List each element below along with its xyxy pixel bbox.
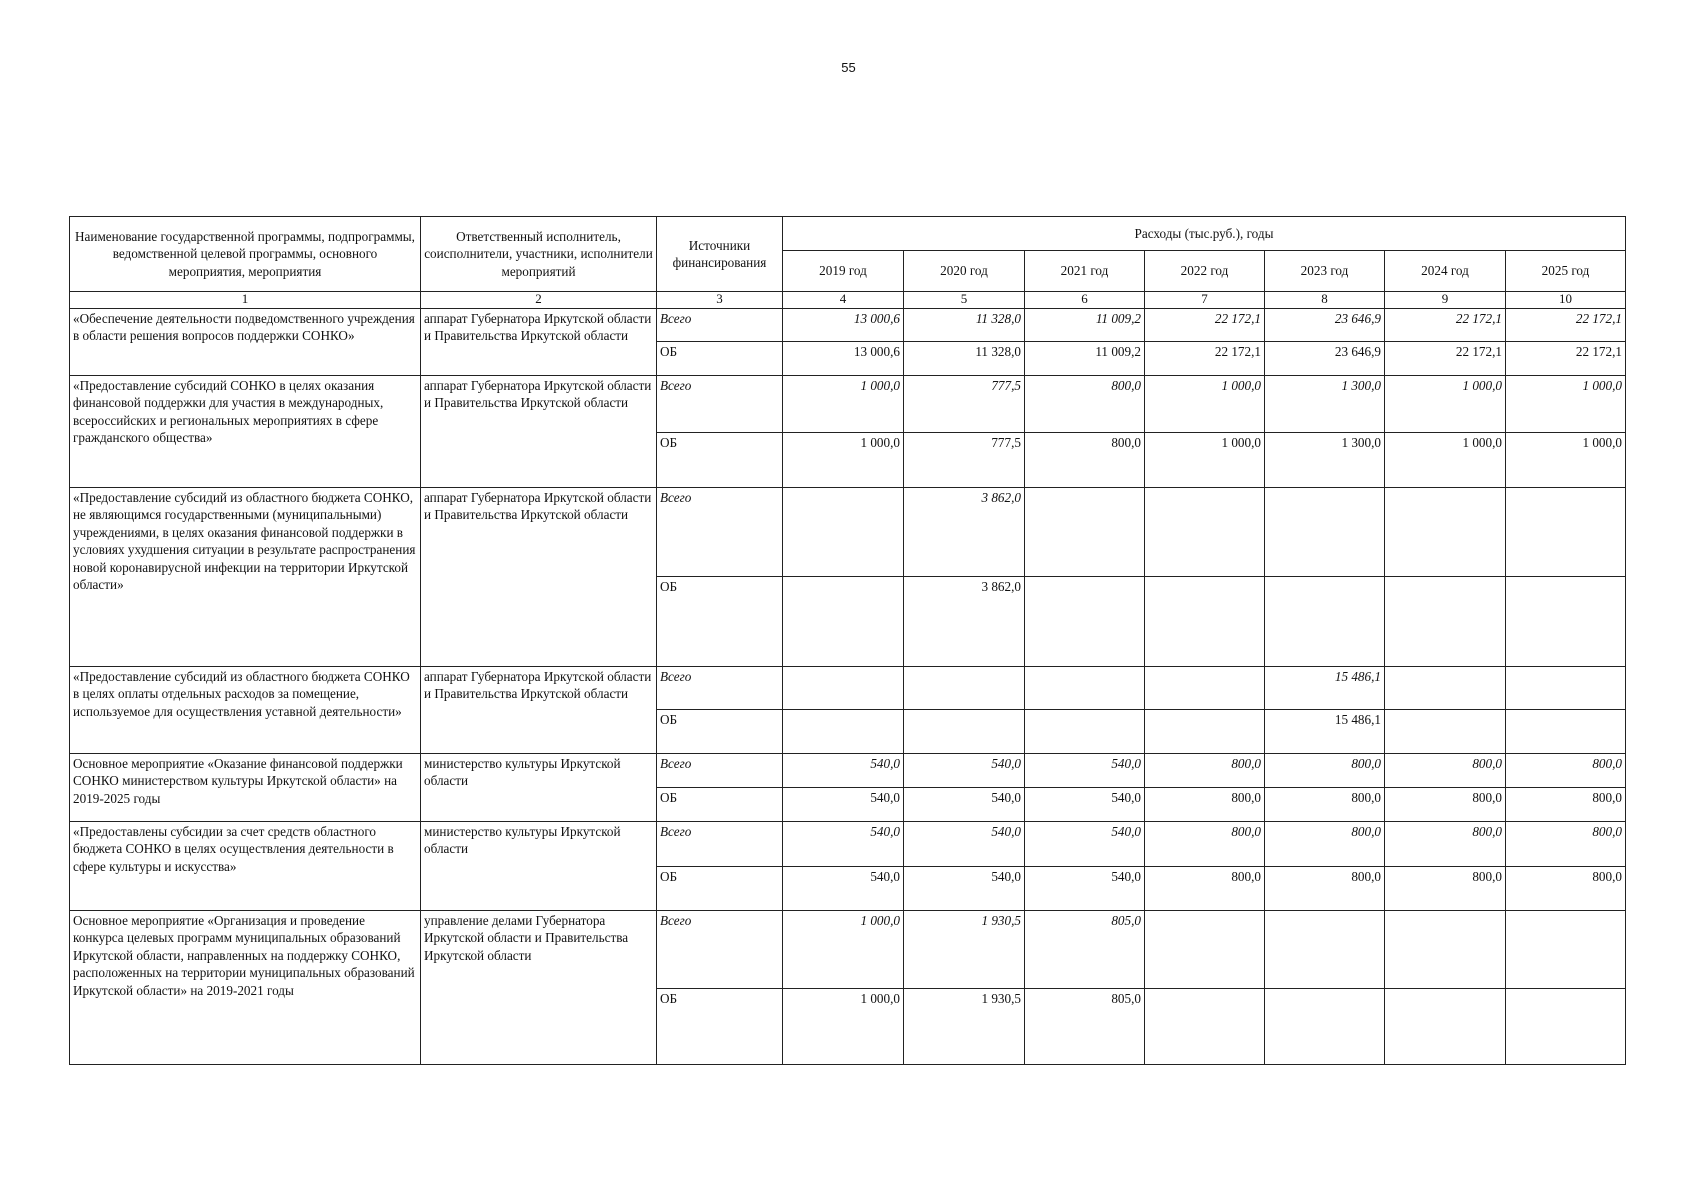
total-value-cell: 800,0	[1145, 822, 1265, 867]
table-row	[70, 488, 1626, 577]
table-row	[70, 309, 1626, 342]
activity-name: «Предоставление субсидий из областного бюджета СОНКО, не являющимся государственными (муниципальными) учреждениями, в целях оказания финансовой поддержки в условиях ухудшения ситуации в результате распространения новой коронавирусной инфекции на территории Иркутской области»	[70, 488, 421, 667]
source-value-cell	[1506, 710, 1626, 754]
total-value-cell: 1 000,0	[783, 376, 904, 433]
total-value-cell: 805,0	[1025, 911, 1145, 989]
source-value-cell: 540,0	[1025, 788, 1145, 822]
column-number: 7	[1145, 292, 1265, 309]
source-value-cell: 800,0	[1145, 788, 1265, 822]
source-total-label: Всего	[657, 667, 783, 710]
column-number: 8	[1265, 292, 1385, 309]
source-value-cell: 1 000,0	[1145, 433, 1265, 488]
source-value-cell: 1 930,5	[904, 989, 1025, 1065]
source-value-cell	[1506, 989, 1626, 1065]
source-budget-label: ОБ	[657, 577, 783, 667]
total-value-cell: 800,0	[1506, 754, 1626, 788]
activity-name: «Обеспечение деятельности подведомственного учреждения в области решения вопросов поддержки СОНКО»	[70, 309, 421, 376]
column-number-row	[70, 292, 1626, 309]
source-total-label: Всего	[657, 822, 783, 867]
column-number: 3	[657, 292, 783, 309]
total-value-cell: 22 172,1	[1506, 309, 1626, 342]
header-year: 2020 год	[904, 251, 1025, 292]
header-year: 2023 год	[1265, 251, 1385, 292]
source-value-cell	[783, 577, 904, 667]
source-value-cell: 800,0	[1145, 867, 1265, 911]
header-year: 2022 год	[1145, 251, 1265, 292]
source-value-cell: 23 646,9	[1265, 342, 1385, 376]
total-value-cell	[1506, 667, 1626, 710]
column-number: 1	[70, 292, 421, 309]
source-value-cell: 540,0	[783, 867, 904, 911]
header-year: 2019 год	[783, 251, 904, 292]
table-row	[70, 376, 1626, 433]
total-value-cell: 540,0	[783, 754, 904, 788]
total-value-cell: 540,0	[1025, 754, 1145, 788]
total-value-cell	[1265, 911, 1385, 989]
source-value-cell	[1025, 577, 1145, 667]
source-value-cell	[1385, 710, 1506, 754]
source-value-cell	[1265, 577, 1385, 667]
activity-name: «Предоставление субсидий из областного бюджета СОНКО в целях оплаты отдельных расходов за помещение, используемое для осуществления уставной деятельности»	[70, 667, 421, 754]
total-value-cell	[1385, 488, 1506, 577]
source-total-label: Всего	[657, 754, 783, 788]
total-value-cell	[1506, 911, 1626, 989]
source-value-cell: 800,0	[1025, 433, 1145, 488]
table-row	[70, 667, 1626, 710]
activity-name: Основное мероприятие «Оказание финансовой поддержки СОНКО министерством культуры Иркутской области» на 2019-2025 годы	[70, 754, 421, 822]
total-value-cell: 800,0	[1385, 822, 1506, 867]
total-value-cell: 1 000,0	[1506, 376, 1626, 433]
executor-name: министерство культуры Иркутской области	[421, 754, 657, 822]
source-value-cell	[1145, 577, 1265, 667]
source-value-cell: 800,0	[1385, 867, 1506, 911]
total-value-cell: 1 300,0	[1265, 376, 1385, 433]
source-budget-label: ОБ	[657, 788, 783, 822]
source-value-cell: 1 000,0	[783, 433, 904, 488]
source-value-cell: 777,5	[904, 433, 1025, 488]
source-value-cell: 1 300,0	[1265, 433, 1385, 488]
source-value-cell	[1385, 989, 1506, 1065]
total-value-cell	[783, 667, 904, 710]
header-name: Наименование государственной программы, подпрограммы, ведомственной целевой программы, основного мероприятия, мероприятия	[70, 217, 421, 292]
total-value-cell	[783, 488, 904, 577]
total-value-cell: 22 172,1	[1385, 309, 1506, 342]
source-value-cell: 540,0	[1025, 867, 1145, 911]
total-value-cell: 15 486,1	[1265, 667, 1385, 710]
total-value-cell: 22 172,1	[1145, 309, 1265, 342]
column-number: 9	[1385, 292, 1506, 309]
total-value-cell: 800,0	[1265, 822, 1385, 867]
source-value-cell	[1025, 710, 1145, 754]
total-value-cell	[1385, 911, 1506, 989]
total-value-cell	[1265, 488, 1385, 577]
table-row	[70, 911, 1626, 989]
total-value-cell: 1 000,0	[1385, 376, 1506, 433]
column-number: 6	[1025, 292, 1145, 309]
total-value-cell: 11 009,2	[1025, 309, 1145, 342]
source-budget-label: ОБ	[657, 433, 783, 488]
source-value-cell: 11 009,2	[1025, 342, 1145, 376]
header-year: 2021 год	[1025, 251, 1145, 292]
source-value-cell: 800,0	[1265, 788, 1385, 822]
header-year: 2025 год	[1506, 251, 1626, 292]
total-value-cell: 777,5	[904, 376, 1025, 433]
source-value-cell	[1145, 989, 1265, 1065]
source-value-cell: 540,0	[904, 788, 1025, 822]
source-value-cell: 15 486,1	[1265, 710, 1385, 754]
source-value-cell: 1 000,0	[1385, 433, 1506, 488]
source-value-cell: 1 000,0	[783, 989, 904, 1065]
executor-name: аппарат Губернатора Иркутской области и Правительства Иркутской области	[421, 309, 657, 376]
column-number: 5	[904, 292, 1025, 309]
total-value-cell: 3 862,0	[904, 488, 1025, 577]
source-value-cell	[783, 710, 904, 754]
source-value-cell: 800,0	[1385, 788, 1506, 822]
total-value-cell: 800,0	[1025, 376, 1145, 433]
table-row	[70, 822, 1626, 867]
total-value-cell: 1 930,5	[904, 911, 1025, 989]
source-budget-label: ОБ	[657, 342, 783, 376]
source-budget-label: ОБ	[657, 710, 783, 754]
total-value-cell	[904, 667, 1025, 710]
total-value-cell: 13 000,6	[783, 309, 904, 342]
source-value-cell	[1145, 710, 1265, 754]
source-value-cell: 800,0	[1506, 788, 1626, 822]
header-year: 2024 год	[1385, 251, 1506, 292]
page-number: 55	[841, 60, 856, 75]
source-value-cell: 540,0	[783, 788, 904, 822]
total-value-cell: 800,0	[1506, 822, 1626, 867]
total-value-cell	[1145, 488, 1265, 577]
executor-name: аппарат Губернатора Иркутской области и Правительства Иркутской области	[421, 488, 657, 667]
total-value-cell	[1385, 667, 1506, 710]
source-value-cell: 13 000,6	[783, 342, 904, 376]
total-value-cell: 1 000,0	[1145, 376, 1265, 433]
column-number: 4	[783, 292, 904, 309]
total-value-cell: 540,0	[783, 822, 904, 867]
source-value-cell: 22 172,1	[1145, 342, 1265, 376]
source-total-label: Всего	[657, 376, 783, 433]
table-row	[70, 754, 1626, 788]
budget-table	[69, 216, 1626, 1065]
source-value-cell: 800,0	[1265, 867, 1385, 911]
source-value-cell: 3 862,0	[904, 577, 1025, 667]
executor-name: министерство культуры Иркутской области	[421, 822, 657, 911]
header-executor: Ответственный исполнитель, соисполнители, участники, исполнители мероприятий	[421, 217, 657, 292]
source-total-label: Всего	[657, 911, 783, 989]
source-value-cell	[1506, 577, 1626, 667]
total-value-cell	[1506, 488, 1626, 577]
activity-name: Основное мероприятие «Организация и проведение конкурса целевых программ муниципальных образований Иркутской области, направленных на поддержку СОНКО, расположенных на территории муниципальных образований Иркутской области» на 2019-2021 годы	[70, 911, 421, 1065]
total-value-cell: 11 328,0	[904, 309, 1025, 342]
source-budget-label: ОБ	[657, 989, 783, 1065]
total-value-cell	[1025, 488, 1145, 577]
activity-name: «Предоставление субсидий СОНКО в целях оказания финансовой поддержки для участия в международных, всероссийских и региональных мероприятиях в сфере гражданского общества»	[70, 376, 421, 488]
source-value-cell	[904, 710, 1025, 754]
source-value-cell: 800,0	[1506, 867, 1626, 911]
total-value-cell: 540,0	[1025, 822, 1145, 867]
total-value-cell	[1025, 667, 1145, 710]
activity-name: «Предоставлены субсидии за счет средств областного бюджета СОНКО в целях осуществления деятельности в сфере культуры и искусства»	[70, 822, 421, 911]
total-value-cell	[1145, 667, 1265, 710]
source-total-label: Всего	[657, 309, 783, 342]
total-value-cell: 540,0	[904, 822, 1025, 867]
source-value-cell	[1385, 577, 1506, 667]
executor-name: аппарат Губернатора Иркутской области и Правительства Иркутской области	[421, 376, 657, 488]
source-value-cell: 11 328,0	[904, 342, 1025, 376]
total-value-cell: 540,0	[904, 754, 1025, 788]
executor-name: аппарат Губернатора Иркутской области и Правительства Иркутской области	[421, 667, 657, 754]
source-total-label: Всего	[657, 488, 783, 577]
header-source: Источники финансирования	[657, 217, 783, 292]
source-budget-label: ОБ	[657, 867, 783, 911]
header-expenses: Расходы (тыс.руб.), годы	[783, 217, 1626, 251]
executor-name: управление делами Губернатора Иркутской области и Правительства Иркутской области	[421, 911, 657, 1065]
source-value-cell: 805,0	[1025, 989, 1145, 1065]
column-number: 2	[421, 292, 657, 309]
total-value-cell: 800,0	[1145, 754, 1265, 788]
total-value-cell: 1 000,0	[783, 911, 904, 989]
total-value-cell	[1145, 911, 1265, 989]
source-value-cell: 1 000,0	[1506, 433, 1626, 488]
source-value-cell: 540,0	[904, 867, 1025, 911]
source-value-cell: 22 172,1	[1385, 342, 1506, 376]
source-value-cell: 22 172,1	[1506, 342, 1626, 376]
source-value-cell	[1265, 989, 1385, 1065]
table-body	[70, 292, 1626, 1065]
total-value-cell: 800,0	[1265, 754, 1385, 788]
total-value-cell: 23 646,9	[1265, 309, 1385, 342]
total-value-cell: 800,0	[1385, 754, 1506, 788]
column-number: 10	[1506, 292, 1626, 309]
